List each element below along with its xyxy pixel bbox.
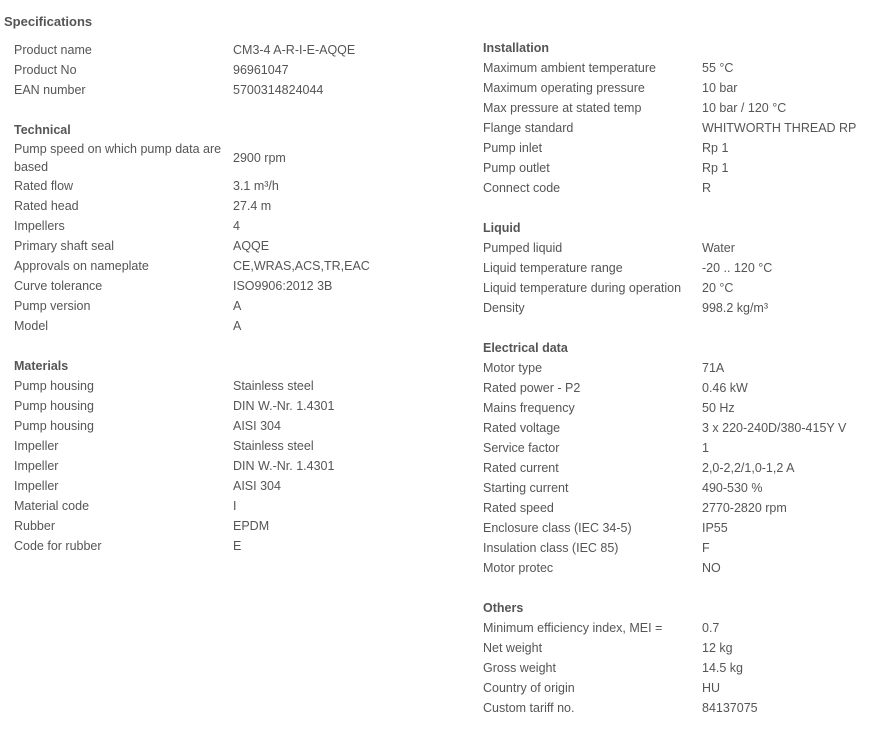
spec-label: Impeller [14,459,59,473]
right-column [483,38,873,738]
spec-value: NO [702,561,721,575]
spec-value: EPDM [233,519,270,533]
spec-row [483,458,873,478]
spec-value: R [702,181,712,195]
section-title: Electrical data [483,341,568,355]
spec-label: Product No [14,63,77,77]
spec-row [14,40,454,60]
section-technical [14,120,454,336]
spec-row [483,538,873,558]
spec-label: Gross weight [483,661,556,675]
section-others [483,598,873,718]
spec-label: Liquid temperature during operation [483,281,682,295]
spec-value: E [233,539,242,553]
spec-label: Approvals on nameplate [14,259,149,273]
spec-row [14,476,454,496]
spec-row [483,398,873,418]
spec-row [483,678,873,698]
spec-label: Motor type [483,361,543,375]
spec-label: Service factor [483,441,560,455]
spec-row [483,58,873,78]
spec-label: Impeller [14,439,59,453]
spec-value: HU [702,681,721,695]
spec-value: 71A [702,361,725,375]
spec-value: AISI 304 [233,479,281,493]
spec-label: Rubber [14,519,55,533]
spec-value: 3.1 m³/h [233,179,279,193]
spec-row [483,498,873,518]
spec-label: Rated current [483,461,559,475]
spec-row [14,536,454,556]
spec-value: 2770-2820 rpm [702,501,787,515]
spec-row [483,698,873,718]
spec-label: Curve tolerance [14,279,103,293]
spec-row [483,658,873,678]
spec-value: 5700314824044 [233,83,324,97]
spec-row [14,256,454,276]
spec-value: -20 .. 120 °C [702,261,773,275]
spec-row [14,416,454,436]
spec-label: Minimum efficiency index, MEI = [483,621,663,635]
section-general [14,40,454,100]
spec-label: Pump housing [14,379,94,393]
spec-label: Custom tariff no. [483,701,575,715]
spec-label: Primary shaft seal [14,239,115,253]
spec-row [483,118,873,138]
section-electrical-data [483,338,873,578]
spec-row [483,178,873,198]
spec-label: Impellers [14,219,65,233]
spec-label: Liquid temperature range [483,261,623,275]
spec-value: ISO9906:2012 3B [233,279,333,293]
spec-value: A [233,299,242,313]
spec-label: Rated power - P2 [483,381,581,395]
spec-row [14,496,454,516]
spec-label: Maximum operating pressure [483,81,645,95]
spec-row [483,78,873,98]
section-materials [14,356,454,556]
spec-label: Pump outlet [483,161,550,175]
spec-value: Rp 1 [702,141,729,155]
spec-value: Stainless steel [233,379,314,393]
spec-row [14,516,454,536]
spec-value: 1 [702,441,709,455]
spec-value: 50 Hz [702,401,735,415]
spec-row [14,216,454,236]
spec-value: Stainless steel [233,439,314,453]
spec-label: Product name [14,43,92,57]
section-title: Technical [14,123,71,137]
spec-label: Density [483,301,525,315]
spec-value: 20 °C [702,281,734,295]
spec-label: Rated voltage [483,421,561,435]
spec-label: Enclosure class (IEC 34-5) [483,521,632,535]
spec-value: CM3-4 A-R-I-E-AQQE [233,43,356,57]
spec-row [483,138,873,158]
spec-label: Insulation class (IEC 85) [483,541,619,555]
spec-value: 998.2 kg/m³ [702,301,769,315]
section-title: Liquid [483,221,521,235]
spec-row [14,436,454,456]
spec-value: CE,WRAS,ACS,TR,EAC [233,259,370,273]
section-installation [483,38,873,198]
left-column [14,40,454,576]
section-title: Installation [483,41,549,55]
spec-row [483,518,873,538]
spec-value: 2,0-2,2/1,0-1,2 A [702,461,795,475]
spec-row [483,358,873,378]
spec-label: Mains frequency [483,401,575,415]
spec-row [483,418,873,438]
spec-value: AQQE [233,239,270,253]
spec-value: 10 bar / 120 °C [702,101,787,115]
spec-label: EAN number [14,83,86,97]
spec-row [14,316,454,336]
spec-row [14,296,454,316]
spec-row [483,438,873,458]
spec-value: 96961047 [233,63,289,77]
spec-label: Pump version [14,299,91,313]
section-title: Materials [14,359,69,373]
spec-label: Flange standard [483,121,574,135]
spec-label: Pumped liquid [483,241,563,255]
spec-label: Rated head [14,199,79,213]
spec-label: Country of origin [483,681,575,695]
spec-label: Maximum ambient temperature [483,61,656,75]
spec-label: Rated speed [483,501,554,515]
spec-row [14,80,454,100]
spec-value: DIN W.-Nr. 1.4301 [233,459,335,473]
spec-label: Starting current [483,481,569,495]
spec-value: F [702,541,710,555]
spec-label: Motor protec [483,561,554,575]
spec-value: 10 bar [702,81,738,95]
spec-label: Pump housing [14,419,94,433]
spec-value: WHITWORTH THREAD RP [702,121,857,135]
spec-value: 27.4 m [233,199,272,213]
spec-value: Rp 1 [702,161,729,175]
spec-value: A [233,319,242,333]
spec-row [483,278,873,298]
spec-label: Model [14,319,49,333]
spec-label: Pump inlet [483,141,543,155]
spec-value: AISI 304 [233,419,281,433]
spec-row [14,60,454,80]
spec-value: I [233,499,237,513]
spec-row [483,258,873,278]
spec-row [14,236,454,256]
spec-value: 55 °C [702,61,734,75]
spec-value: 0.46 kW [702,381,748,395]
spec-row [483,298,873,318]
spec-row [14,376,454,396]
spec-value: 3 x 220-240D/380-415Y V [702,421,847,435]
spec-label: Connect code [483,181,561,195]
spec-label: Max pressure at stated temp [483,101,642,115]
spec-row [483,618,873,638]
spec-value: DIN W.-Nr. 1.4301 [233,399,335,413]
spec-label: Material code [14,499,90,513]
spec-row [483,558,873,578]
spec-value: 84137075 [702,701,758,715]
spec-value: 2900 rpm [233,151,286,165]
spec-label: Code for rubber [14,539,102,553]
spec-value: 12 kg [702,641,733,655]
spec-row [483,238,873,258]
spec-value: Water [702,241,735,255]
spec-label: Rated flow [14,179,74,193]
spec-label: Net weight [483,641,543,655]
section-liquid [483,218,873,318]
spec-value: 14.5 kg [702,661,744,675]
spec-label: Impeller [14,479,59,493]
page-title: Specifications [4,14,93,29]
spec-row [14,276,454,296]
spec-row [483,638,873,658]
spec-label: Pump speed on which pump data are based [14,142,222,174]
spec-value: 4 [233,219,240,233]
section-title: Others [483,601,524,615]
spec-row [14,140,454,176]
spec-row [14,456,454,476]
spec-row [483,98,873,118]
spec-value: 490-530 % [702,481,763,495]
spec-row [14,196,454,216]
spec-row [14,176,454,196]
spec-row [14,396,454,416]
spec-row [483,158,873,178]
spec-value: 0.7 [702,621,720,635]
spec-row [483,378,873,398]
spec-row [483,478,873,498]
spec-value: IP55 [702,521,728,535]
spec-label: Pump housing [14,399,94,413]
